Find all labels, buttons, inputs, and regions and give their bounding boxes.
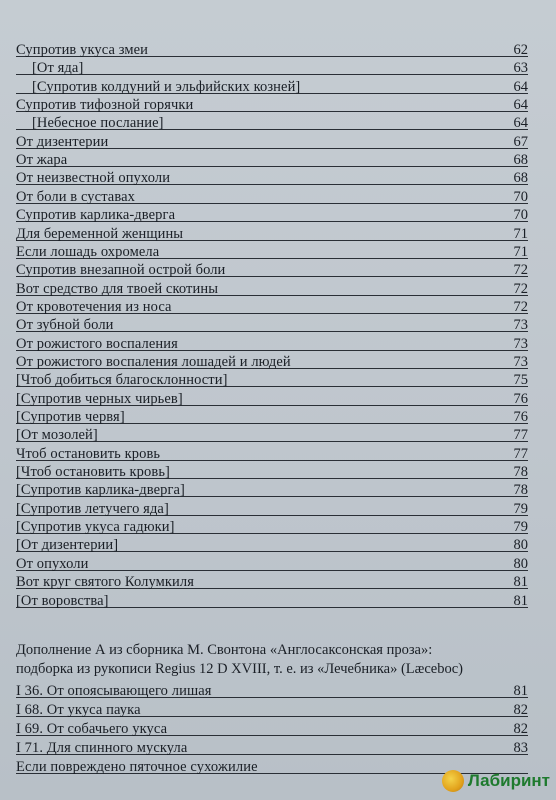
- toc-entry-title: [От мозолей]: [16, 427, 98, 444]
- toc-entry-page: 80: [513, 537, 528, 554]
- toc-entry-page: 79: [513, 500, 528, 517]
- toc-entry-title: I 68. От укуса паука: [16, 702, 141, 718]
- toc-entry-title: [Супротив колдуний и эльфийских козней]: [32, 78, 301, 95]
- toc-entry: [16, 423, 528, 442]
- toc-entry-page: 72: [513, 262, 528, 279]
- toc-entry: [16, 277, 528, 296]
- toc-entry-page: 75: [513, 372, 528, 389]
- toc-entry-title: От жара: [16, 152, 68, 169]
- toc-entry: [16, 589, 528, 608]
- toc-entry: [16, 38, 528, 57]
- toc-entry: [16, 350, 528, 369]
- toc-entry: [16, 442, 528, 461]
- toc-entry-page: 70: [513, 188, 528, 205]
- toc-entry-title: Для беременной женщины: [16, 225, 184, 242]
- toc-entry-page: 82: [513, 702, 528, 718]
- toc-entry-title: [От дизентерии]: [16, 537, 119, 554]
- toc-entry-page: 71: [513, 243, 528, 260]
- toc-entry-page: 77: [513, 427, 528, 444]
- toc-entry: [16, 75, 528, 94]
- toc-entry: [16, 405, 528, 424]
- toc-entry-title: Вот круг святого Колумкиля: [16, 574, 195, 591]
- toc-entry-title: Если лошадь охромела: [16, 243, 160, 260]
- appendix-heading-line1: Дополнение А из сборника М. Свонтона «Англосаксонская проза»:: [16, 642, 433, 658]
- toc-entry: [16, 533, 528, 552]
- toc-entry-title: [Супротив укуса гадюки]: [16, 519, 175, 536]
- toc-entry-page: 76: [513, 409, 528, 425]
- toc-entry-title: Супротив карлика-дверга: [16, 207, 176, 224]
- toc-entry: [16, 736, 528, 755]
- toc-entry: [16, 56, 528, 75]
- toc-entry-page: 64: [513, 78, 528, 95]
- toc-entry-page: 73: [513, 335, 528, 352]
- toc-entry-title: [От воровства]: [16, 592, 109, 609]
- toc-entry: [16, 258, 528, 277]
- toc-entry-page: 64: [513, 115, 528, 132]
- toc-entry: [16, 185, 528, 204]
- toc-entry: [16, 698, 528, 717]
- toc-entry-title: Чтоб остановить кровь: [16, 445, 161, 462]
- toc-entry-title: I 71. Для спинного мускула: [16, 740, 188, 756]
- toc-entry-page: 81: [513, 592, 528, 609]
- toc-entry-page: 82: [513, 721, 528, 737]
- toc-entry-title: I 69. От собачьего укуса: [16, 721, 168, 737]
- toc-entry: [16, 313, 528, 332]
- toc-entry-page: 76: [513, 390, 528, 407]
- toc-entry: [16, 570, 528, 589]
- toc-entry-page: 73: [513, 353, 528, 370]
- toc-entry: [16, 93, 528, 112]
- toc-entry: [16, 222, 528, 241]
- toc-entry-title: I 36. От опоясывающего лишая: [16, 683, 212, 699]
- toc-entry: [16, 717, 528, 736]
- toc-entry-page: 67: [513, 133, 528, 150]
- toc-entry: [16, 295, 528, 314]
- watermark-text: Лабиринт: [467, 771, 550, 790]
- labirint-logo-icon: [442, 770, 464, 792]
- toc-entry-title: [Чтоб остановить кровь]: [16, 464, 170, 481]
- toc-entry-title: [Небесное послание]: [32, 115, 164, 132]
- toc-entry-page: 81: [513, 683, 528, 699]
- toc-entry-title: От рожистого воспаления лошадей и людей: [16, 353, 291, 370]
- toc-entry: [16, 332, 528, 351]
- toc-entry: [16, 515, 528, 534]
- toc-entry-title: Супротив внезапной острой боли: [16, 262, 226, 279]
- toc-entry-title: [Супротив червя]: [16, 409, 125, 425]
- toc-entry-page: 72: [513, 280, 528, 297]
- toc-entry-page: 71: [513, 225, 528, 242]
- toc-entry-page: 68: [513, 170, 528, 187]
- toc-entry-title: [От яда]: [32, 60, 84, 77]
- toc-entry-page: 80: [513, 555, 528, 572]
- toc-entry-page: 81: [513, 574, 528, 591]
- toc-entry: [16, 130, 528, 149]
- toc-entry-title: Если повреждено пяточное сухожилие: [16, 759, 258, 775]
- toc-entry-title: Супротив укуса змеи: [16, 42, 149, 58]
- toc-entry-page: 77: [513, 445, 528, 462]
- toc-entry: [16, 111, 528, 130]
- toc-entry-page: 70: [513, 207, 528, 224]
- toc-entry-page: 83: [513, 740, 528, 756]
- toc-entry: [16, 460, 528, 479]
- toc-entry-title: Вот средство для твоей скотины: [16, 280, 219, 297]
- toc-entry: [16, 679, 528, 698]
- toc-entry-title: От боли в суставах: [16, 188, 135, 205]
- labirint-watermark: [442, 770, 550, 792]
- toc-entry: [16, 368, 528, 387]
- toc-entry-title: Супротив тифозной горячки: [16, 97, 194, 114]
- toc-entry-title: [Чтоб добиться благосклонности]: [16, 372, 228, 389]
- toc-entry: [16, 166, 528, 185]
- toc-entry-page: 68: [513, 152, 528, 169]
- appendix-heading-line2: подборка из рукописи Regius 12 D XVIII, т. е. из «Лечебника» (Læceboc): [16, 661, 463, 677]
- toc-entry-page: 72: [513, 298, 528, 315]
- toc-entry: [16, 478, 528, 497]
- toc-entry-page: 78: [513, 482, 528, 499]
- toc-entry-page: 78: [513, 464, 528, 481]
- toc-entry: [16, 552, 528, 571]
- toc-entry: [16, 387, 528, 406]
- toc-entry-page: 64: [513, 97, 528, 114]
- toc-entry: [16, 240, 528, 259]
- toc-entry: [16, 148, 528, 167]
- toc-entry-title: От дизентерии: [16, 133, 109, 150]
- toc-entry-page: 63: [513, 60, 528, 77]
- toc-entry-title: От опухоли: [16, 555, 89, 572]
- toc-entry-title: От кровотечения из носа: [16, 298, 172, 315]
- toc-entry-page: 62: [513, 42, 528, 58]
- toc-entry-title: От неизвестной опухоли: [16, 170, 171, 187]
- toc-entry: [16, 497, 528, 516]
- toc-entry-page: 79: [513, 519, 528, 536]
- toc-entry: [16, 203, 528, 222]
- toc-entry-title: От зубной боли: [16, 317, 114, 334]
- toc-entry-title: [Супротив летучего яда]: [16, 500, 169, 517]
- toc-entry-title: [Супротив карлика-дверга]: [16, 482, 185, 499]
- toc-entry-title: От рожистого воспаления: [16, 335, 178, 352]
- toc-entry-page: 73: [513, 317, 528, 334]
- toc-entry-title: [Супротив черных чирьев]: [16, 390, 183, 407]
